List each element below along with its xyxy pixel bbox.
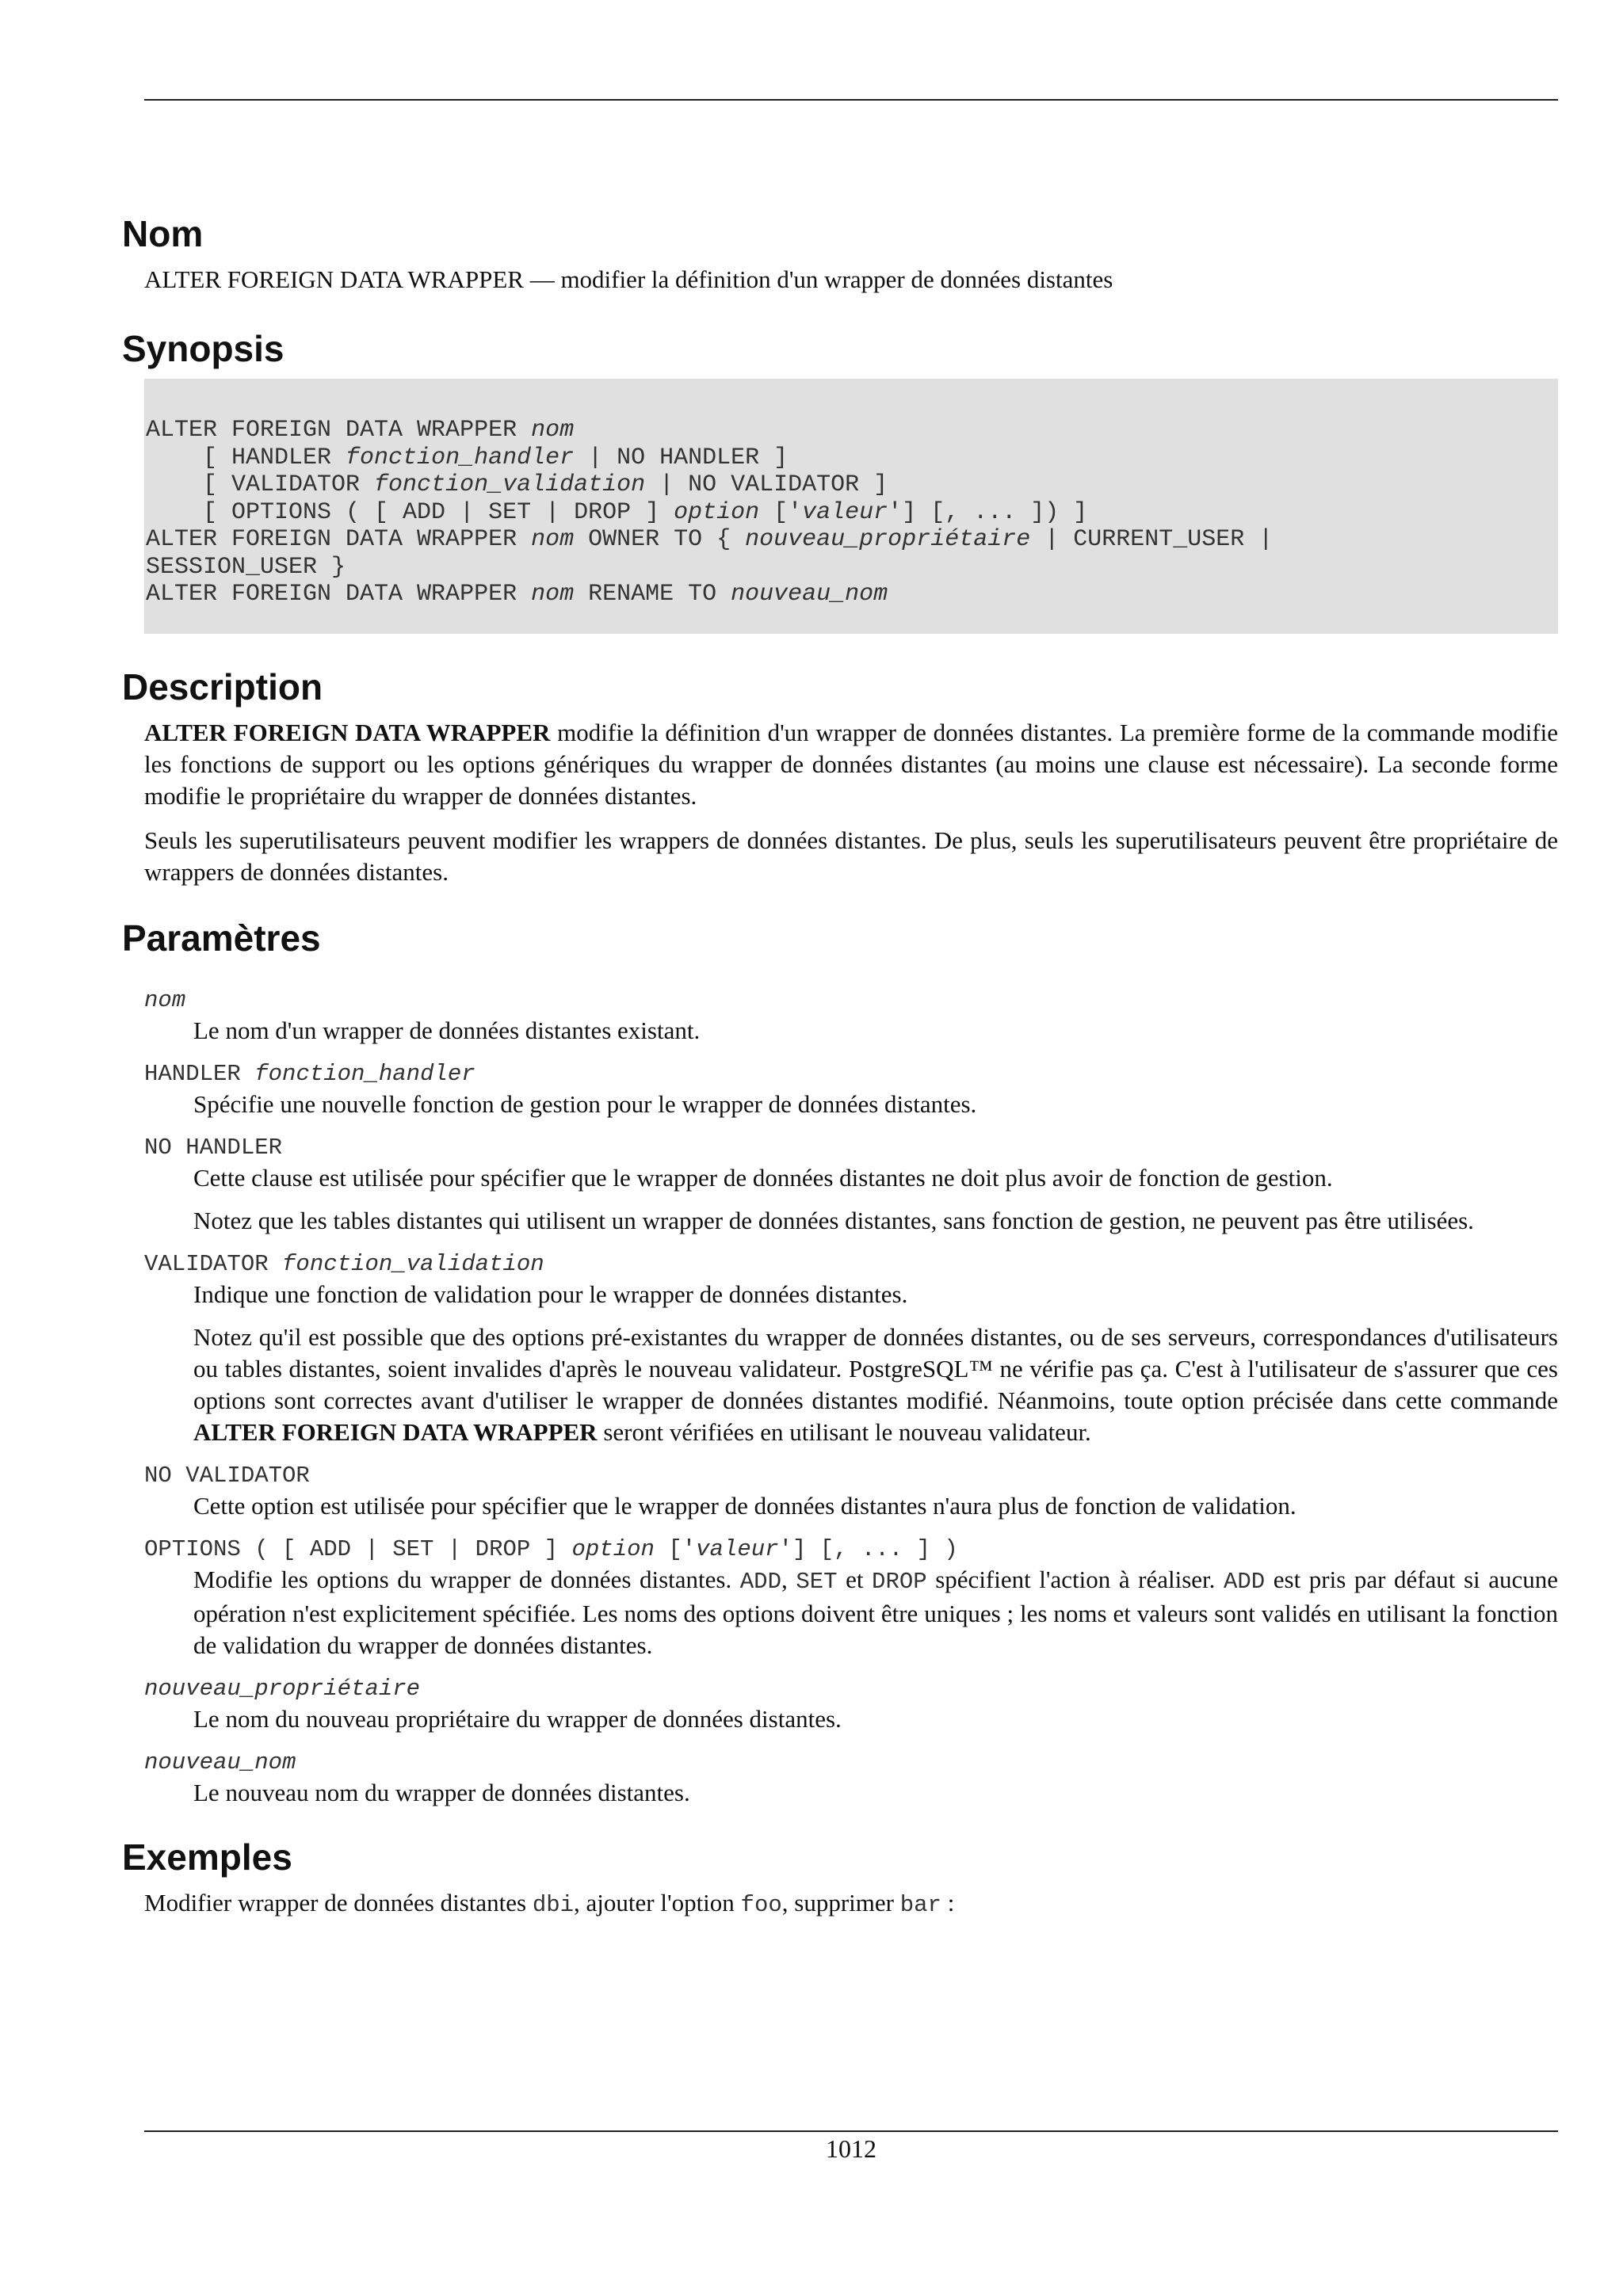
param-term-nouveau-nom: nouveau_nom <box>144 1749 296 1776</box>
section-heading-synopsis: Synopsis <box>122 328 285 370</box>
section-heading-description: Description <box>122 666 323 707</box>
param-term-no-validator: NO VALIDATOR <box>144 1463 310 1489</box>
synopsis-line <box>144 499 1558 527</box>
nom-text: ALTER FOREIGN DATA WRAPPER — modifier la définition d'un wrapper de données distantes <box>144 265 1113 294</box>
param-term-nom: nom <box>144 987 186 1014</box>
synopsis-keyword: | CURRENT_USER | <box>1030 526 1274 554</box>
synopsis-keyword: ALTER FOREIGN DATA WRAPPER <box>146 581 532 608</box>
parameter-list <box>144 984 1558 1809</box>
synopsis-placeholder: option <box>674 498 760 526</box>
section-heading-exemples: Exemples <box>122 1836 292 1878</box>
section-synopsis <box>122 327 1558 634</box>
param-def-validator: Indique une fonction de validation pour le wrapper de données distantes. Notez qu'il est possible que des options pré-existantes du wrapper de données distantes, ou de ses serveurs, correspondances d'utilisateurs ou tables distantes, soient invalides d'après le nouveau validateur. PostgreSQL™ ne vérifie pas ça. C'est à l'utilisateur de s'assurer que ces options sont correctes avant d'utiliser le wrapper de données distantes modifié. Néanmoins, toute option précisée dans cette commande ALTER FOREIGN DATA WRAPPER seront vérifiées en utilisant le nouveau validateur. <box>193 1280 1558 1447</box>
section-parametres <box>122 917 1558 1809</box>
param-term-validator: VALIDATOR fonction_validation <box>144 1251 544 1278</box>
synopsis-placeholder: nom <box>531 417 575 444</box>
param-term-options: OPTIONS ( [ ADD | SET | DROP ] option ['valeur'] [, ... ] ) <box>144 1536 958 1563</box>
section-description <box>122 666 1558 888</box>
synopsis-placeholder: fonction_validation <box>374 471 646 499</box>
synopsis-keyword: ALTER FOREIGN DATA WRAPPER <box>146 526 532 554</box>
description-paragraph-1: ALTER FOREIGN DATA WRAPPER modifie la définition d'un wrapper de données distantes. La première forme de la commande modifie les fonctions de support ou les options génériques du wrapper de données distantes (au moins une clause est nécessaire). La seconde forme modifie le propriétaire du wrapper de données distantes. <box>144 719 1558 810</box>
synopsis-code-block <box>144 379 1558 634</box>
synopsis-placeholder: nouveau_propriétaire <box>745 526 1031 554</box>
synopsis-keyword: [ HANDLER <box>146 444 346 471</box>
synopsis-placeholder: fonction_handler <box>346 444 575 471</box>
page-number: 1012 <box>826 2134 876 2163</box>
synopsis-keyword: [ OPTIONS ( [ ADD | SET | DROP ] <box>146 498 674 526</box>
synopsis-line <box>144 417 1558 444</box>
page-content <box>122 212 1558 1943</box>
section-heading-nom: Nom <box>122 213 204 254</box>
synopsis-keyword: [ VALIDATOR <box>146 471 375 499</box>
synopsis-keyword: '] [, ... ]) ] <box>888 498 1088 526</box>
synopsis-line <box>144 526 1558 554</box>
section-heading-parametres: Paramètres <box>122 917 321 959</box>
synopsis-keyword: RENAME TO <box>574 581 731 608</box>
synopsis-keyword: ALTER FOREIGN DATA WRAPPER <box>146 417 532 444</box>
param-term-no-handler: NO HANDLER <box>144 1135 283 1161</box>
footer-rule <box>144 2130 1558 2132</box>
synopsis-keyword: | NO HANDLER ] <box>574 444 789 471</box>
synopsis-keyword: [' <box>759 498 803 526</box>
param-def-nom: Le nom d'un wrapper de données distantes existant. <box>193 1016 701 1045</box>
synopsis-keyword: SESSION_USER } <box>146 553 346 581</box>
param-term-handler: HANDLER fonction_handler <box>144 1061 475 1088</box>
synopsis-line <box>144 471 1558 499</box>
command-name: ALTER FOREIGN DATA WRAPPER <box>144 719 551 747</box>
synopsis-line <box>144 554 1558 582</box>
exemples-text: Modifier wrapper de données distantes dbi, ajouter l'option foo, supprimer bar : <box>144 1889 955 1919</box>
param-def-nouveau-proprietaire: Le nom du nouveau propriétaire du wrapper de données distantes. <box>193 1705 842 1733</box>
param-def-no-handler: Cette clause est utilisée pour spécifier que le wrapper de données distantes ne doit plus avoir de fonction de gestion. Notez que les tables distantes qui utilisent un wrapper de données distantes, sans fonction de gestion, ne peuvent pas être utilisées. <box>193 1164 1474 1235</box>
synopsis-keyword: OWNER TO { <box>574 526 746 554</box>
param-def-options: Modifie les options du wrapper de données distantes. ADD, SET et DROP spécifient l'action à réaliser. ADD est pris par défaut si aucune opération n'est explicitement spécifiée. Les noms des options doivent être uniques ; les noms et valeurs sont validés en utilisant la fonction de validation du wrapper de données distantes. <box>193 1566 1559 1660</box>
synopsis-placeholder: nouveau_nom <box>731 581 888 608</box>
synopsis-keyword: | NO VALIDATOR ] <box>645 471 888 499</box>
section-nom <box>122 212 1558 296</box>
param-def-nouveau-nom: Le nouveau nom du wrapper de données distantes. <box>193 1779 690 1807</box>
section-exemples <box>122 1836 1558 1921</box>
synopsis-placeholder: nom <box>531 526 575 554</box>
synopsis-line <box>144 581 1558 608</box>
param-def-handler: Spécifie une nouvelle fonction de gestion pour le wrapper de données distantes. <box>193 1090 977 1119</box>
synopsis-placeholder: valeur <box>802 498 888 526</box>
synopsis-placeholder: nom <box>531 581 575 608</box>
param-term-nouveau-proprietaire: nouveau_propriétaire <box>144 1676 421 1703</box>
synopsis-line <box>144 444 1558 472</box>
description-paragraph-2: Seuls les superutilisateurs peuvent modifier les wrappers de données distantes. De plus, seuls les superutilisateurs peuvent être propriétaire de wrappers de données distantes. <box>144 826 1558 887</box>
header-rule <box>144 99 1558 101</box>
param-def-no-validator: Cette option est utilisée pour spécifier que le wrapper de données distantes n'aura plus de fonction de validation. <box>193 1492 1296 1520</box>
